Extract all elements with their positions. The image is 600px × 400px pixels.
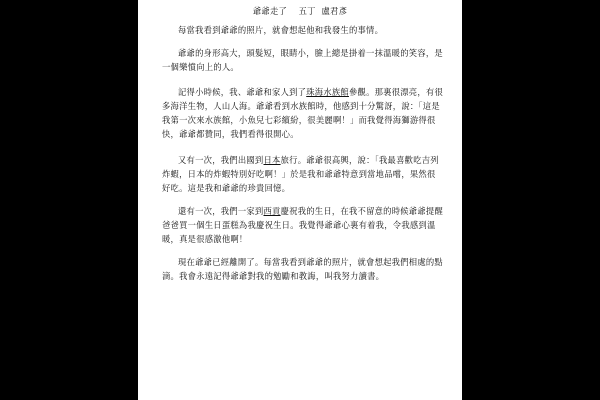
document-title: 爺爺走了 五丁 盧君彥 <box>252 6 348 16</box>
paragraph-3-text-b: 參觀。那裏很漂亮，有很多海洋生物，人山人海。爺爺看到水族館時，他感到十分驚訝，說：「這是我第一次來水族館，小魚兒七彩繽紛，很美麗啊！」而我覺得海獅游得很快，爺爺都贊同，我們看得很開心。 <box>162 87 443 139</box>
place-name-japan: 日本 <box>263 155 281 165</box>
document-page <box>138 0 462 400</box>
paragraph-6 <box>162 255 444 283</box>
paragraph-5-text-a: 還有一次，我們一家到 <box>178 206 264 216</box>
place-name-zhuhai-aquarium: 珠海水族館 <box>306 87 349 97</box>
paragraph-4-text-b: 旅行。爺爺很高興，說：「我最喜歡吃吉列炸蝦，日本的炸蝦特別好吃啊！」於是我和爺爺特意到當地品嚐，果然很好吃。這是我和爺爺的珍貴回憶。 <box>162 155 439 193</box>
paragraph-6-text: 現在爺爺已經離開了。每當我看到爺爺的照片，就會想起我們相處的點滴。我會永遠記得爺爺對我的勉勵和教誨，叫我努力讀書。 <box>162 257 443 281</box>
paragraph-5-text-b: 慶祝我的生日，在我不留意的時候爺爺提醒爸爸買一個生日蛋糕為我慶祝生日。我覺得爺爺心裏有着我，令我感到溫暖，真是很感激他啊！ <box>162 206 443 244</box>
paragraph-2 <box>162 46 444 74</box>
paragraph-2-text: 爺爺的身形高大，頭髮短，眼睛小，臉上總是掛着一抹溫暖的笑容，是一個樂憤向上的人。 <box>162 48 443 72</box>
paragraph-3-text-a: 記得小時候，我、爺爺和家人到了 <box>178 87 307 97</box>
paragraph-4-text-a: 又有一次，我們出國到 <box>178 155 264 165</box>
paragraph-1 <box>162 23 444 37</box>
paragraph-4 <box>162 153 444 195</box>
paragraph-3 <box>162 85 444 141</box>
paragraph-1-text: 每當我看到爺爺的照片，就會想起他和我發生的事情。 <box>178 25 384 35</box>
paragraph-5 <box>162 204 444 246</box>
place-name-sai-kung: 西貢 <box>263 206 281 216</box>
